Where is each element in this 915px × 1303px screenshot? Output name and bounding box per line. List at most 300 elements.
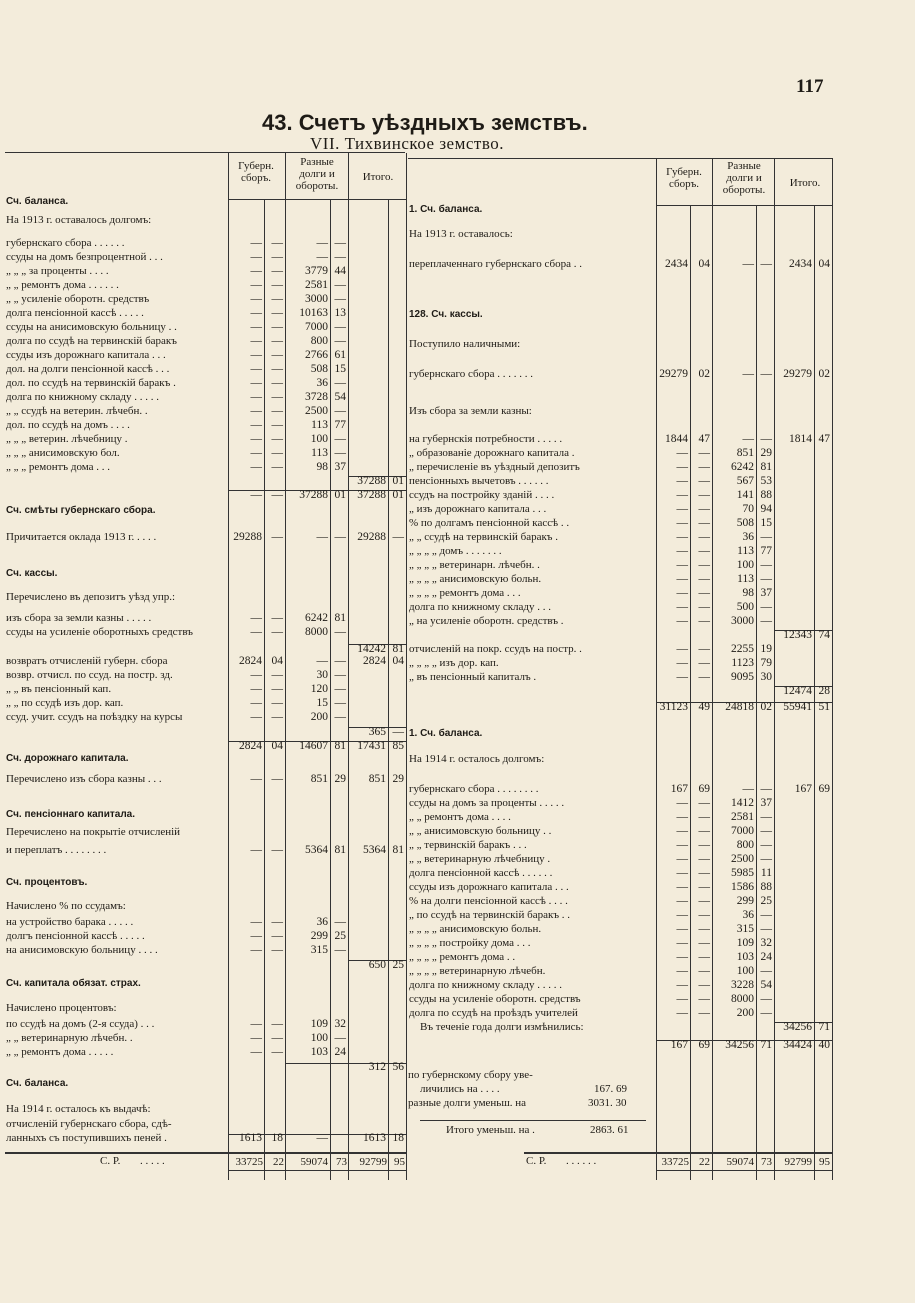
row-label: „ изъ дорожнаго капитала . . .	[409, 503, 547, 515]
kop-gub: —	[698, 965, 710, 977]
amount-gub: —	[250, 251, 262, 263]
kop-raz: 11	[760, 867, 772, 879]
kop-raz: —	[760, 909, 772, 921]
kop-raz: 01	[334, 489, 346, 501]
page-number: 117	[796, 76, 824, 97]
amount-raz: 100	[736, 559, 754, 571]
row-label: ланныхъ съ поступившихъ пеней .	[6, 1132, 167, 1144]
kop-gub: —	[698, 615, 710, 627]
kop-gub: —	[271, 669, 283, 681]
amount-itogo: 17431	[357, 740, 386, 752]
row-label: % на долги пенсіонной кассѣ . . . .	[409, 895, 568, 907]
row-label: „ „ по ссудѣ изъ дор. кап.	[6, 697, 124, 709]
row-label: долга по книжному складу . . .	[409, 601, 552, 613]
kop-gub: 04	[271, 740, 283, 752]
amount-gub: —	[250, 447, 262, 459]
amount-gub: —	[250, 697, 262, 709]
amount-raz: 299	[310, 930, 328, 942]
kop-gub: —	[271, 683, 283, 695]
column-rule	[348, 153, 349, 1180]
row-label: „ „ анисимовскую больницу . .	[409, 825, 552, 837]
amount-gub: —	[676, 545, 688, 557]
section-heading: Сч. смѣты губернскаго сбора.	[6, 505, 156, 516]
changes-line3-label: разные долги уменьш. на	[408, 1097, 527, 1109]
amount-raz: 98	[316, 461, 328, 473]
kop-itogo: —	[392, 531, 404, 543]
amount-gub: —	[676, 993, 688, 1005]
amount-raz: —	[316, 1132, 328, 1144]
row-label: Поступило наличными:	[409, 338, 521, 350]
kop-gub: —	[698, 811, 710, 823]
kop-raz: 29	[334, 773, 346, 785]
row-label: „ „ „ за проценты . . . .	[6, 265, 109, 277]
kop-gub: —	[271, 433, 283, 445]
row-label: ссуды изъ дорожнаго капитала . . .	[6, 349, 166, 361]
amount-raz: 36	[742, 531, 754, 543]
amount-gub: —	[676, 839, 688, 851]
amount-raz: 3228	[731, 979, 754, 991]
amount-raz: 109	[736, 937, 754, 949]
amount-gub: 1613	[239, 1132, 262, 1144]
amount-raz: 508	[310, 363, 328, 375]
kop-gub: —	[698, 1007, 710, 1019]
kop-raz: 54	[334, 391, 346, 403]
kop-raz: 13	[334, 307, 346, 319]
row-label: „ образованіе дорожнаго капитала .	[409, 447, 575, 459]
amount-raz: 8000	[731, 993, 754, 1005]
amount-raz: 8000	[305, 626, 328, 638]
kop-raz: —	[760, 1007, 772, 1019]
kop-raz: —	[334, 335, 346, 347]
amount-raz: 24818	[725, 701, 754, 713]
row-label: „ перечисленіе въ уѣздный депозитъ	[409, 461, 580, 473]
kop-gub: —	[698, 825, 710, 837]
kop-raz: —	[760, 531, 772, 543]
kop-gub: —	[271, 279, 283, 291]
kop-raz: 94	[760, 503, 772, 515]
kop-itogo: 01	[392, 489, 404, 501]
amount-raz: 3779	[305, 265, 328, 277]
section-heading: Сч. дорожнаго капитала.	[6, 753, 129, 764]
amount-gub: —	[250, 237, 262, 249]
amount-raz: 6242	[731, 461, 754, 473]
footer-rule	[5, 1152, 406, 1154]
amount-itogo: 12474	[783, 685, 812, 697]
kop-raz: —	[760, 839, 772, 851]
amount-gub: —	[676, 461, 688, 473]
amount-raz: —	[316, 655, 328, 667]
amount-raz: 1412	[731, 797, 754, 809]
row-label: „ по ссудѣ на тервинскій баракъ . .	[409, 909, 571, 921]
kop-gub: —	[271, 930, 283, 942]
kop-raz: —	[334, 711, 346, 723]
amount-gub: —	[676, 881, 688, 893]
amount-raz: 2255	[731, 643, 754, 655]
amount-raz: —	[742, 258, 754, 270]
kop-raz: —	[334, 377, 346, 389]
kop-gub: 49	[698, 701, 710, 713]
kop-raz: —	[760, 825, 772, 837]
amount-gub: —	[676, 923, 688, 935]
kop-gub: —	[271, 1032, 283, 1044]
section-heading: 1. Сч. баланса.	[409, 204, 483, 215]
kop-gub: —	[271, 307, 283, 319]
kop-gub: —	[271, 265, 283, 277]
amount-itogo: 365	[368, 726, 386, 738]
changes-line2-value: 167. 69	[594, 1083, 627, 1095]
right-footer-gub-k: 22	[699, 1156, 710, 1168]
kop-gub: —	[271, 916, 283, 928]
row-label: Перечислено въ депозитъ уѣзд упр.:	[6, 591, 176, 603]
amount-raz: 10163	[299, 307, 328, 319]
page-subtitle: VII. Тихвинское земство.	[310, 134, 504, 153]
amount-gub: 2824	[239, 740, 262, 752]
row-label: „ „ ветеринарную лѣчебницу .	[409, 853, 551, 865]
amount-raz: 3728	[305, 391, 328, 403]
row-label: ссудъ на постройку зданій . . . .	[409, 489, 555, 501]
amount-raz: 7000	[305, 321, 328, 333]
kop-gub: —	[271, 377, 283, 389]
amount-raz: 800	[736, 839, 754, 851]
amount-gub: —	[676, 517, 688, 529]
kop-itogo: 04	[818, 258, 830, 270]
amount-raz: 315	[310, 944, 328, 956]
kop-gub: —	[698, 881, 710, 893]
column-rule	[656, 158, 657, 1180]
kop-raz: 77	[760, 545, 772, 557]
amount-gub: —	[250, 265, 262, 277]
amount-raz: —	[316, 531, 328, 543]
amount-gub: —	[250, 405, 262, 417]
amount-gub: —	[250, 349, 262, 361]
column-rule	[832, 158, 833, 1180]
amount-gub: —	[676, 895, 688, 907]
left-footer-gub: 33725	[235, 1156, 263, 1168]
amount-raz: 3000	[305, 293, 328, 305]
row-label: отчисленій на покр. ссудъ на постр. .	[409, 643, 582, 655]
row-label: „ „ тервинскій баракъ . . .	[409, 839, 527, 851]
amount-raz: 1123	[731, 657, 754, 669]
right-footer-itogo: 92799	[784, 1156, 812, 1168]
kop-itogo: 04	[392, 655, 404, 667]
row-label: „ „ ссудѣ на ветерин. лѣчебн. .	[6, 405, 148, 417]
header-rule	[656, 205, 832, 206]
kop-raz: —	[760, 559, 772, 571]
amount-gub: 29288	[233, 531, 262, 543]
right-header-itogo: Итого.	[789, 177, 821, 189]
row-label: Начислено процентовъ:	[6, 1002, 117, 1014]
kop-gub: 47	[698, 433, 710, 445]
row-label: Перечислено на покрытіе отчисленій	[6, 826, 181, 838]
row-label: „ „ „ „ ремонтъ дома . .	[409, 951, 516, 963]
kop-gub: —	[271, 711, 283, 723]
row-label: % по долгамъ пенсіонной кассѣ . .	[409, 517, 570, 529]
amount-raz: 2581	[305, 279, 328, 291]
row-label: дол. на долги пенсіонной кассѣ . . .	[6, 363, 170, 375]
kop-raz: —	[334, 279, 346, 291]
amount-gub: —	[676, 965, 688, 977]
amount-gub: —	[676, 867, 688, 879]
amount-raz: 100	[736, 965, 754, 977]
kop-raz: 71	[760, 1039, 772, 1051]
kop-gub: —	[271, 697, 283, 709]
kop-itogo: 56	[392, 1061, 404, 1073]
kop-raz: 25	[334, 930, 346, 942]
section-heading: 1. Сч. баланса.	[409, 728, 483, 739]
amount-itogo: 55941	[783, 701, 812, 713]
kop-raz: 19	[760, 643, 772, 655]
kop-raz: 81	[334, 740, 346, 752]
kop-gub: 18	[271, 1132, 283, 1144]
amount-raz: 567	[736, 475, 754, 487]
kop-raz: 79	[760, 657, 772, 669]
row-label: ссуд. учит. ссудъ на поѣздку на курсы	[6, 711, 183, 723]
kop-gub: —	[271, 1046, 283, 1058]
amount-gub: —	[250, 1018, 262, 1030]
left-header-gub: Губерн. сборъ.	[238, 160, 274, 184]
left-footer-raz-k: 73	[336, 1156, 347, 1168]
kop-gub: —	[271, 461, 283, 473]
row-label: ссуды изъ дорожнаго капитала . . .	[409, 881, 569, 893]
row-label: пенсіонныхъ вычетовъ . . . . . .	[409, 475, 549, 487]
kop-raz: —	[760, 368, 772, 380]
amount-raz: 1586	[731, 881, 754, 893]
row-label: „ „ „ „ ветеринарную лѣчебн.	[409, 965, 546, 977]
kop-raz: —	[334, 405, 346, 417]
amount-raz: 2581	[731, 811, 754, 823]
row-label: на анисимовскую больницу . . . .	[6, 944, 158, 956]
row-label: „ „ „ „ постройку дома . . .	[409, 937, 531, 949]
subtotal-rule	[285, 1063, 406, 1064]
kop-raz: —	[760, 853, 772, 865]
kop-raz: —	[760, 783, 772, 795]
amount-raz: 200	[736, 1007, 754, 1019]
kop-gub: —	[698, 643, 710, 655]
amount-gub: —	[676, 489, 688, 501]
row-label: ссуды на анисимовскую больницу . .	[6, 321, 177, 333]
kop-raz: —	[760, 993, 772, 1005]
amount-raz: —	[316, 237, 328, 249]
amount-raz: 7000	[731, 825, 754, 837]
amount-raz: 2766	[305, 349, 328, 361]
kop-raz: 29	[760, 447, 772, 459]
kop-gub: 02	[698, 368, 710, 380]
amount-gub: —	[676, 909, 688, 921]
row-label: возвратъ отчисленій губерн. сбора	[6, 655, 168, 667]
kop-itogo: 40	[818, 1039, 830, 1051]
kop-raz: —	[760, 573, 772, 585]
amount-raz: —	[742, 433, 754, 445]
amount-gub: —	[250, 391, 262, 403]
amount-gub: 167	[670, 783, 688, 795]
kop-gub: —	[271, 447, 283, 459]
amount-gub: 31123	[659, 701, 688, 713]
kop-raz: 77	[334, 419, 346, 431]
amount-raz: 120	[310, 683, 328, 695]
amount-raz: 299	[736, 895, 754, 907]
amount-gub: —	[676, 797, 688, 809]
kop-gub: —	[698, 937, 710, 949]
kop-gub: 69	[698, 1039, 710, 1051]
row-label: долга пенсіонной кассѣ . . . . . .	[409, 867, 553, 879]
amount-raz: 2500	[731, 853, 754, 865]
amount-raz: 5364	[305, 844, 328, 856]
kop-gub: —	[271, 251, 283, 263]
kop-raz: 81	[334, 612, 346, 624]
amount-raz: 9095	[731, 671, 754, 683]
amount-raz: 113	[311, 419, 328, 431]
amount-gub: —	[676, 853, 688, 865]
kop-gub: —	[271, 349, 283, 361]
kop-raz: —	[334, 251, 346, 263]
amount-gub: —	[250, 419, 262, 431]
row-label: На 1913 г. оставалось долгомъ:	[6, 214, 152, 226]
kop-itogo: 71	[818, 1021, 830, 1033]
section-heading: 128. Сч. кассы.	[409, 309, 483, 320]
header-rule	[5, 152, 405, 153]
row-label: „ „ ремонтъ дома . . . . . .	[6, 279, 119, 291]
header-rule	[408, 158, 832, 159]
amount-raz: 103	[310, 1046, 328, 1058]
section-heading: Сч. кассы.	[6, 568, 58, 579]
kop-gub: —	[698, 475, 710, 487]
row-label: „ „ ветеринарную лѣчебн. .	[6, 1032, 133, 1044]
amount-gub: 2824	[239, 655, 262, 667]
kop-raz: —	[760, 923, 772, 935]
kop-gub: —	[698, 489, 710, 501]
row-label: долгъ пенсіонной кассѣ . . . . .	[6, 930, 145, 942]
kop-gub: —	[698, 797, 710, 809]
kop-gub: —	[271, 419, 283, 431]
kop-gub: —	[271, 612, 283, 624]
amount-raz: 14607	[299, 740, 328, 752]
row-label: дол. по ссудѣ на тервинскій баракъ .	[6, 377, 176, 389]
kop-gub: —	[698, 867, 710, 879]
kop-itogo: 47	[818, 433, 830, 445]
kop-gub: —	[271, 531, 283, 543]
amount-raz: 113	[737, 573, 754, 585]
amount-raz: 100	[310, 1032, 328, 1044]
kop-gub: —	[698, 853, 710, 865]
row-label: Начислено % по ссудамъ:	[6, 900, 126, 912]
left-footer-itogo: 92799	[359, 1156, 387, 1168]
row-label: дол. по ссудѣ на домъ . . . .	[6, 419, 130, 431]
kop-gub: 04	[271, 655, 283, 667]
section-heading: Сч. баланса.	[6, 1078, 69, 1089]
amount-raz: 200	[310, 711, 328, 723]
amount-itogo: 34424	[783, 1039, 812, 1051]
amount-gub: —	[250, 626, 262, 638]
kop-itogo: 81	[392, 643, 404, 655]
amount-raz: 851	[736, 447, 754, 459]
column-rule	[756, 206, 757, 1180]
kop-gub: —	[271, 363, 283, 375]
kop-itogo: 74	[818, 629, 830, 641]
amount-raz: 36	[316, 377, 328, 389]
row-label: ссуды на усиленіе оборотн. средствъ	[409, 993, 581, 1005]
kop-raz: —	[334, 697, 346, 709]
row-label: на губернскія потребности . . . . .	[409, 433, 563, 445]
kop-gub: —	[698, 461, 710, 473]
right-footer-label: С. Р.	[526, 1155, 547, 1167]
column-rule	[690, 206, 691, 1180]
row-label: долга по книжному складу . . . . .	[409, 979, 563, 991]
kop-gub: —	[698, 517, 710, 529]
amount-gub: —	[250, 944, 262, 956]
amount-itogo: 851	[368, 773, 386, 785]
amount-gub: —	[250, 1046, 262, 1058]
kop-raz: 37	[760, 587, 772, 599]
row-label: и переплатъ . . . . . . . .	[6, 844, 107, 856]
amount-raz: —	[742, 783, 754, 795]
amount-itogo: 29279	[783, 368, 812, 380]
amount-raz: 141	[736, 489, 754, 501]
amount-itogo: 29288	[357, 531, 386, 543]
amount-raz: 5985	[731, 867, 754, 879]
amount-gub: —	[250, 844, 262, 856]
kop-raz: 81	[760, 461, 772, 473]
amount-raz: 113	[737, 545, 754, 557]
amount-raz: 500	[736, 601, 754, 613]
amount-itogo: 167	[794, 783, 812, 795]
column-rule	[774, 158, 775, 1180]
kop-raz: —	[334, 655, 346, 667]
right-header-gub: Губерн. сборъ.	[666, 166, 702, 190]
amount-gub: —	[250, 489, 262, 501]
changes-total-value: 2863. 61	[590, 1124, 629, 1136]
row-label: „ „ усиленіе оборотн. средствъ	[6, 293, 150, 305]
row-label: „ „ „ „ домъ . . . . . . .	[409, 545, 502, 557]
amount-itogo: 12343	[783, 629, 812, 641]
row-label: Перечислено изъ сбора казны . . .	[6, 773, 162, 785]
kop-raz: 15	[334, 363, 346, 375]
row-label: На 1914 г. осталось къ выдачѣ:	[6, 1103, 151, 1115]
kop-gub: —	[271, 335, 283, 347]
kop-raz: —	[334, 293, 346, 305]
kop-raz: —	[334, 321, 346, 333]
kop-raz: —	[760, 258, 772, 270]
kop-raz: —	[334, 447, 346, 459]
kop-itogo: 29	[392, 773, 404, 785]
kop-raz: 37	[760, 797, 772, 809]
amount-gub: —	[250, 711, 262, 723]
row-label: переплаченнаго губернскаго сбора . .	[409, 258, 583, 270]
amount-gub: —	[250, 461, 262, 473]
amount-gub: 1844	[665, 433, 688, 445]
row-label: губернскаго сбора . . . . . . .	[409, 368, 534, 380]
right-header-raz: Разные долги и обороты.	[722, 160, 766, 196]
amount-raz: 315	[736, 923, 754, 935]
kop-gub: —	[698, 979, 710, 991]
amount-gub: 2434	[665, 258, 688, 270]
amount-gub: —	[676, 825, 688, 837]
kop-itogo: 85	[392, 740, 404, 752]
row-label: На 1914 г. осталось долгомъ:	[409, 753, 545, 765]
row-label: Причитается оклада 1913 г. . . . .	[6, 531, 157, 543]
left-footer-label: С. Р.	[100, 1155, 121, 1167]
left-footer-gub-k: 22	[273, 1156, 284, 1168]
kop-raz: 88	[760, 881, 772, 893]
kop-gub: —	[698, 545, 710, 557]
kop-raz: 32	[760, 937, 772, 949]
left-header-raz: Разные долги и обороты.	[295, 156, 339, 192]
amount-raz: —	[316, 251, 328, 263]
kop-gub: —	[698, 587, 710, 599]
kop-raz: —	[334, 626, 346, 638]
amount-itogo: 312	[368, 1061, 386, 1073]
left-header-itogo: Итого.	[362, 171, 394, 183]
amount-raz: 3000	[731, 615, 754, 627]
